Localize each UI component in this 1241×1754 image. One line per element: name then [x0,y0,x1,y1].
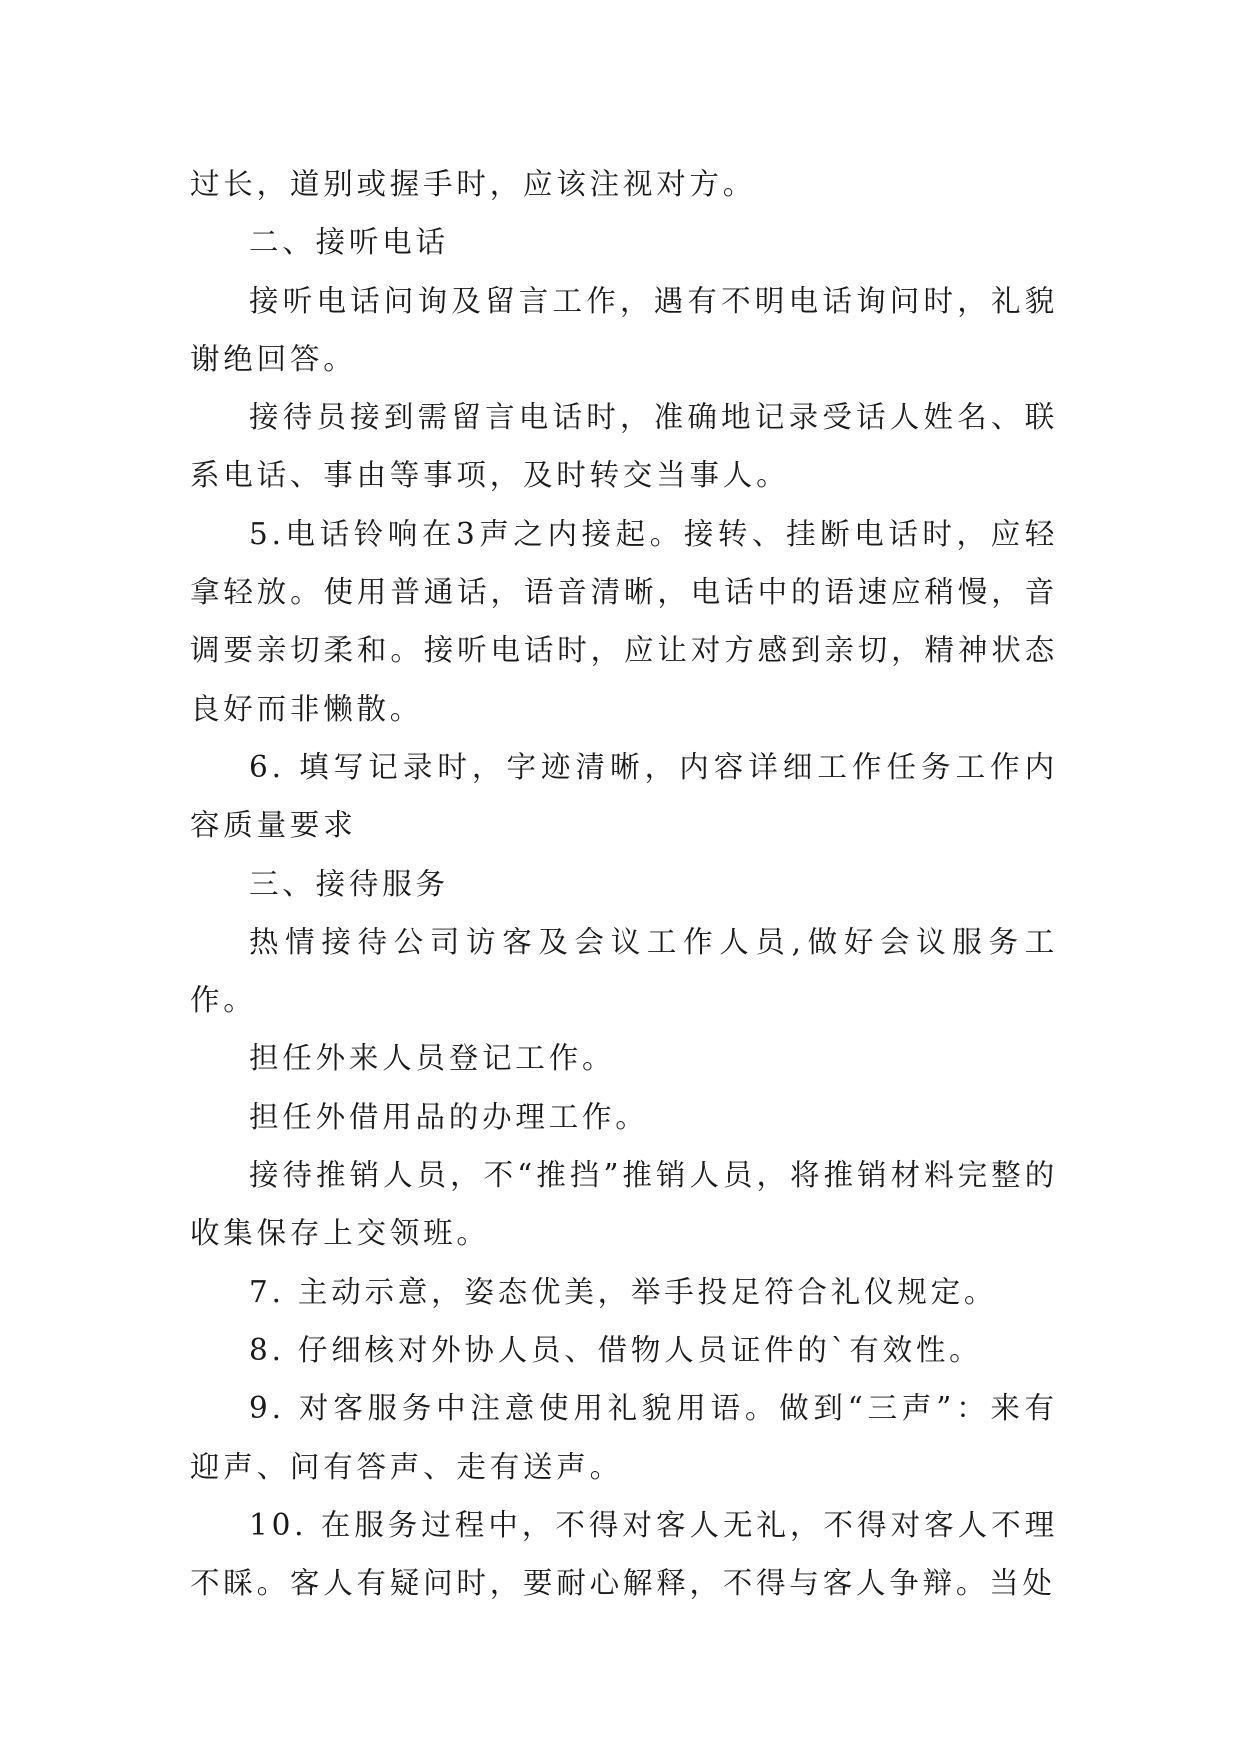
section-heading-reception: 三、接待服务 [249,866,449,901]
document-page [190,155,1058,1612]
paragraph-9: 担任外来人员登记工作。 [249,1041,616,1076]
paragraph-3: 接听电话问询及留言工作，遇有不明电话询问时，礼貌谢绝回答。 [190,283,1058,376]
paragraph-item-10: 10. 在服务过程中，不得对客人无礼，不得对客人不理不睬。客人有疑问时，要耐心解释，不得与客人争辩。当处 [190,1507,1058,1601]
paragraph-item-8: 8. 仔细核对外协人员、借物人员证件的`有效性。 [249,1332,983,1367]
section-heading-answer-phone: 二、接听电话 [249,225,449,260]
paragraph-8: 热情接待公司访客及会议工作人员,做好会议服务工作。 [190,924,1058,1018]
paragraph-item-7: 7. 主动示意，姿态优美，举手投足符合礼仪规定。 [249,1274,998,1309]
paragraph-4: 接待员接到需留言电话时，准确地记录受话人姓名、联系电话、事由等事项，及时转交当事人。 [190,400,1058,493]
paragraph-1: 过长，道别或握手时，应该注视对方。 [190,167,757,201]
paragraph-item-6: 6. 填写记录时，字迹清晰，内容详细工作任务工作内容质量要求 [190,749,1058,843]
paragraph-11: 接待推销人员，不“推挡”推销人员，将推销材料完整的收集保存上交领班。 [190,1158,1058,1251]
paragraph-10: 担任外借用品的办理工作。 [249,1099,649,1134]
paragraph-item-5: 5.电话铃响在3声之内接起。接转、挂断电话时，应轻拿轻放。使用普通话，语音清晰，电话中的语速应稍慢，音调要亲切柔和。接听电话时，应让对方感到亲切，精神状态良好而非懒散。 [190,516,1058,726]
paragraph-item-9: 9. 对客服务中注意使用礼貌用语。做到“三声”：来有迎声、问有答声、走有送声。 [190,1391,1058,1484]
